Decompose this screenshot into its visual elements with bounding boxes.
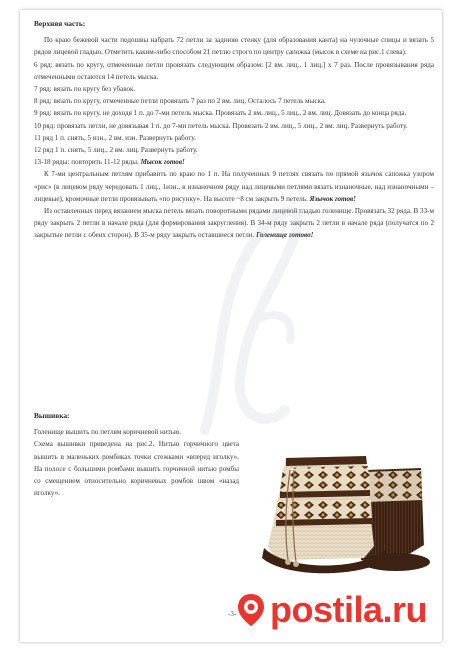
tongue-done-note: Язычок готов! bbox=[309, 194, 356, 203]
paragraph-row-6: 6 ряд: вязать по кругу, отмеченные петли провязать следующим образом: [2 вм. лиц., 1 лиц.] х 7 раз. После провязывания ряда отмеченными остаются 14 петель мыска. bbox=[34, 60, 434, 81]
paragraph-row-13-18 bbox=[34, 156, 434, 168]
postila-pin-icon bbox=[236, 593, 266, 627]
paragraph-shaft bbox=[34, 205, 434, 242]
section-heading-top: Верхняя часть: bbox=[34, 19, 86, 28]
paragraph-embroidery-1: Голенище вышить по петлям коричневой нитью. bbox=[34, 428, 182, 437]
top-section bbox=[34, 18, 434, 242]
paragraph-embroidery-2: Схема вышивки приведена на рис.2. Нитью горчичного цвета вышить в маленьких ромбиках точки стежками «вперед иголку». На полосе с большими ромбами вышить горчичной нитью ромбы со смещением относительно коричневых ромбов швом «назад иголку». bbox=[34, 440, 239, 498]
paragraph-row-12: 12 ряд 1 п. снять, 5 лиц., 2 вм. лиц. Развернуть работу. bbox=[34, 146, 198, 155]
tongue-text: К 7-ми центральным петлям прибавить по краю по 1 п. На полученных 9 петлях связать по прямой язычок сапожка узором «рис» (в лицевом ряду чередовать 1 лиц., 1изн., в изнаночном ряду над лицевыми петлями вязать изнаночные, над изнаночными – лицевые), кромочные петли провязывать «по рисунку». На высоте ~8 см закрыть 9 петель. bbox=[34, 170, 434, 203]
paragraph-row-8: 8 ряд: вязать по кругу, отмеченные петли провязать 7 раз по 2 вм. лиц. Осталось 7 петель мыска. bbox=[34, 97, 326, 106]
section-heading-embroidery: Вышивка: bbox=[34, 411, 70, 420]
document-page bbox=[20, 10, 442, 642]
paragraph-tongue bbox=[34, 168, 434, 205]
shaft-text: Из оставленных перед вязанием мыска петель вязать поворотными рядами лицевой гладью голенище. Провязать 32 ряда. В 33-м ряду закрыть 2 петли в начале ряда (для формирования закругления). В 34-м ряду закрыть 2 петли в начале ряда (получатся по 2 закрытые петли с обеих сторон). В 35-м ряду закрыть оставшиеся петли. bbox=[34, 207, 434, 240]
paragraph-row-7: 7 ряд: вязать по кругу без убавок. bbox=[34, 85, 136, 94]
paragraph-row-10: 10 ряд: провязать петли, не довязывая 1 п. до 7-ми петель мыска. Провязать 2 вм. лиц., 5 лиц., 2 вм. лиц. Развернуть работу. bbox=[34, 121, 408, 130]
paragraph-row-11: 11 ряд 1 п. снять, 5 изн., 2 вм. изн. Развернуть работу. bbox=[34, 133, 196, 142]
embroidery-section bbox=[34, 410, 239, 499]
row-13-18-text: 13-18 ряды: повторить 11-12 ряды. bbox=[34, 158, 139, 167]
postila-logo[interactable] bbox=[236, 586, 458, 634]
paragraph-row-9: 9 ряд: вязать по кругу, не доходя 1 п. до 7-ми петель мыска. Провязать 2 вм. лиц., 5 лиц., 2 вм. лиц. Довязать до конца ряда. bbox=[34, 109, 407, 118]
toe-done-note: Мысок готов! bbox=[140, 158, 185, 167]
postila-logo-text: postila.ru bbox=[270, 589, 428, 630]
paragraph-intro: По краю бежевой части подошвы набрать 72 петли за заднюю стенку (для образования канта) на чулочные спицы и вязать 5 рядов лицевой гладью. Отметить каким-либо способом 21 петлю строго по центру сапожка (мысок в схеме на рис.1 слева). bbox=[34, 36, 434, 57]
page-number: -3- bbox=[228, 610, 237, 618]
shaft-done-note: Голенище готово! bbox=[256, 231, 314, 240]
booties-photo bbox=[246, 450, 436, 578]
